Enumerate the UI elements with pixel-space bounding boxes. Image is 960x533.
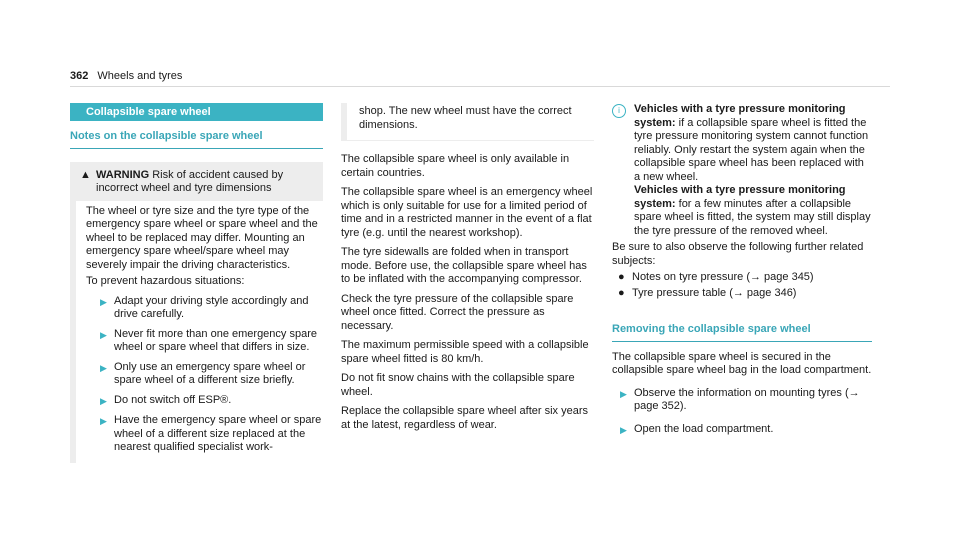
info-note: i Vehicles with a tyre pressure monitoring system: if a collapsible spare wheel is fitted the tyre pressure monitoring system cannot function reliably. Only restart the system again when the collapsible spare wheel has been replaced with a new wheel. Vehicles with a tyre pressure monitoring system: for a few minutes after a collapsible spare wheel is fitted, the system may still display the tyre pressure of the removed wheel. [612, 103, 872, 238]
prevent-paragraph: To prevent hazardous situations: [86, 275, 245, 287]
paragraph: The tyre sidewalls are folded when in transport mode. Before use, the collapsible spare wheel has to be inflated with the accompanying compressor. [341, 246, 587, 285]
step-item[interactable]: ▶ Observe the information on mounting tyres (→ page 352). [620, 386, 860, 412]
bullet-icon: ● [618, 286, 625, 299]
warning-header [70, 162, 323, 201]
arrow-right-icon: ▶ [100, 296, 107, 307]
bullet-icon: ● [618, 271, 625, 283]
observe-paragraph: Be sure to also observe the following further related subjects: [612, 241, 864, 267]
column-3 [612, 103, 872, 437]
warning-continuation [341, 103, 594, 141]
page-number: 362 [70, 70, 89, 82]
link-tyre-pressure-notes[interactable]: Notes on tyre pressure (→ page 345) [632, 271, 814, 283]
list-item[interactable] [612, 287, 872, 301]
arrow-right-icon: ▶ [100, 395, 107, 406]
column-2 [341, 103, 594, 432]
subsection-heading: Notes on the collapsible spare wheel [70, 130, 323, 149]
header-divider [70, 86, 890, 87]
section-title: Wheels and tyres [97, 70, 183, 82]
paragraph: The collapsible spare wheel is only available in certain countries. [341, 153, 570, 179]
page-header [70, 70, 182, 82]
arrow-right-icon: ▶ [100, 416, 107, 426]
link-tyre-pressure-table[interactable]: Tyre pressure table (→ page 346) [632, 286, 797, 299]
intro-paragraph: The collapsible spare wheel is secured in the collapsible spare wheel bag in the load compartment. [612, 350, 872, 376]
warning-label: WARNING [96, 168, 150, 181]
warning-body [70, 201, 323, 463]
step-item: ▶ Do not switch off ESP®. [86, 394, 323, 409]
step-item: ▶ Have the emergency spare wheel or spare wheel of a different size replaced at the nearest qualified specialist work- [100, 414, 322, 453]
info-icon: i [612, 104, 626, 118]
step-item: ▶ Open the load compartment. [612, 423, 872, 438]
warning-paragraph: The wheel or tyre size and the tyre type of the emergency spare wheel or spare wheel and the wheel to be replaced may differ. Mounting an emergency spare wheel/spare wheel may severely impair the driving characteristics. [86, 204, 318, 271]
arrow-right-icon: ▶ [620, 388, 627, 399]
list-item[interactable] [612, 271, 872, 285]
warning-text: Risk of accident caused by incorrect wheel and tyre dimensions [96, 168, 284, 194]
step-item: ▶ Never fit more than one emergency spare wheel or spare wheel that differs in size. [100, 327, 317, 353]
arrow-right-icon: ▶ [100, 362, 107, 373]
arrow-right-icon: ▶ [100, 329, 107, 340]
continued-text: shop. The new wheel must have the correct dimensions. [359, 105, 572, 131]
paragraph: The collapsible spare wheel is an emergency wheel which is only suitable for use for a limited period of time and in a restricted manner in the event of a flat tyre (e.g. until the nearest workshop). [341, 186, 593, 239]
warning-box [70, 162, 323, 463]
warning-triangle-icon: ▲ [80, 168, 91, 181]
column-1 [70, 103, 323, 463]
section-heading: Collapsible spare wheel [70, 103, 323, 121]
arrow-right-icon: ▶ [620, 424, 627, 435]
step-item: ▶ Only use an emergency spare wheel or spare wheel of a different size briefly. [100, 360, 306, 386]
paragraph: Check the tyre pressure of the collapsible spare wheel once fitted. Correct the pressure as necessary. [341, 292, 574, 332]
subsection-heading: Removing the collapsible spare wheel [612, 323, 872, 342]
step-item: ▶ Adapt your driving style accordingly and drive carefully. [100, 294, 309, 320]
paragraph: The maximum permissible speed with a collapsible spare wheel fitted is 80 km/h. [341, 339, 589, 365]
paragraph: Do not fit snow chains with the collapsible spare wheel. [341, 372, 575, 398]
paragraph: Replace the collapsible spare wheel after six years at the latest, regardless of wear. [341, 405, 589, 431]
